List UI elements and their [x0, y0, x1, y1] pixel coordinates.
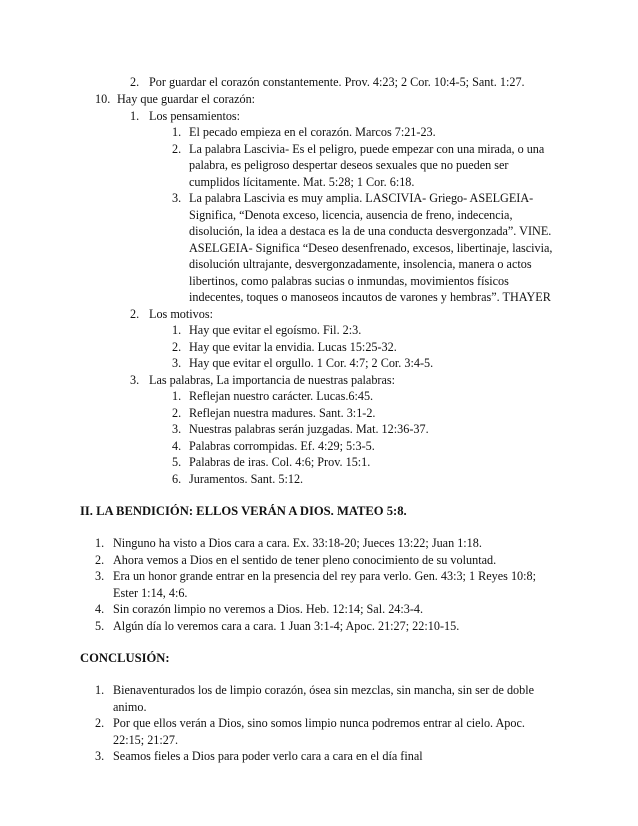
list-number: 3. — [95, 569, 105, 583]
list-item-text: Palabras corrompidas. Ef. 4:29; 5:3-5. — [189, 439, 375, 453]
list-item-text: palabra, es peligroso despertar deseos sexuales que no pueden ser — [189, 158, 509, 172]
list-item-text: indecentes, toques o manoseos incautos de varones y hembras”. THAYER — [189, 290, 551, 304]
list-number: 2. — [172, 406, 182, 420]
list-item-text: La palabra Lascivia- Es el peligro, puede empezar con una mirada, o una — [189, 142, 545, 156]
list-item-text: Seamos fieles a Dios para poder verlo cara a cara en el día final — [113, 749, 423, 763]
list-item-text: Algún día lo veremos cara a cara. 1 Juan 3:1-4; Apoc. 21:27; 22:10-15. — [113, 619, 460, 633]
section-heading: II. LA BENDICIÓN: ELLOS VERÁN A DIOS. MATEO 5:8. — [80, 504, 407, 518]
list-item-text: Los pensamientos: — [149, 109, 241, 123]
list-item-text: Ahora vemos a Dios en el sentido de tener pleno conocimiento de su voluntad. — [113, 553, 497, 567]
list-item-text: La palabra Lascivia es muy amplia. LASCIVIA- Griego- ASELGEIA- — [189, 191, 534, 205]
list-item-text: cumplidos lícitamente. Mat. 5:28; 1 Cor. 6:18. — [189, 175, 415, 189]
list-number: 3. — [95, 749, 105, 763]
list-item-text: Hay que evitar el orgullo. 1 Cor. 4:7; 2 Cor. 3:4-5. — [189, 356, 434, 370]
list-item-text: 22:15; 21:27. — [113, 733, 179, 747]
list-number: 3. — [172, 191, 182, 205]
list-number: 1. — [172, 125, 182, 139]
list-item-text: Ninguno ha visto a Dios cara a cara. Ex. 33:18-20; Jueces 13:22; Juan 1:18. — [113, 536, 482, 550]
list-number: 2. — [172, 142, 182, 156]
list-item-text: El pecado empieza en el corazón. Marcos 7:21-23. — [189, 125, 436, 139]
list-item-text: Sin corazón limpio no veremos a Dios. Heb. 12:14; Sal. 24:3-4. — [113, 602, 424, 616]
list-item-text: animo. — [113, 700, 147, 714]
list-item-text: Nuestras palabras serán juzgadas. Mat. 12:36-37. — [189, 422, 429, 436]
list-item-text: Por guardar el corazón constantemente. Prov. 4:23; 2 Cor. 10:4-5; Sant. 1:27. — [149, 75, 525, 89]
list-number: 2. — [130, 75, 140, 89]
list-number: 5. — [95, 619, 105, 633]
list-item-text: Los motivos: — [149, 307, 213, 321]
list-number: 2. — [172, 340, 182, 354]
list-number: 2. — [95, 716, 105, 730]
list-item-text: disolución ultrajante, desvergonzadamente, insolencia, manera o actos — [189, 257, 532, 271]
list-number: 6. — [172, 472, 182, 486]
list-item-text: ASELGEIA- Significa “Deseo desenfrenado, excesos, libertinaje, lascivia, — [189, 241, 553, 255]
list-number: 1. — [130, 109, 140, 123]
list-number: 1. — [95, 683, 105, 697]
list-item-text: Reflejan nuestra madures. Sant. 3:1-2. — [189, 406, 376, 420]
list-number: 4. — [172, 439, 182, 453]
list-number: 4. — [95, 602, 105, 616]
list-number: 3. — [130, 373, 140, 387]
list-item-text: Palabras de iras. Col. 4:6; Prov. 15:1. — [189, 455, 371, 469]
list-number: 10. — [95, 92, 111, 106]
list-item-text: libertinos, como palabras sucias o inmundas, movimientos físicos — [189, 274, 509, 288]
list-item-text: Hay que evitar la envidia. Lucas 15:25-32. — [189, 340, 397, 354]
list-item-text: Era un honor grande entrar en la presencia del rey para verlo. Gen. 43:3; 1 Reyes 10:8; — [113, 569, 537, 583]
list-item-text: disolución, la idea a destaca es la de una conducta desvergonzada”. VINE. — [189, 224, 552, 238]
list-item-text: Reflejan nuestro carácter. Lucas.6:45. — [189, 389, 374, 403]
list-item-text: Por que ellos verán a Dios, sino somos limpio nunca podremos entrar al cielo. Apoc. — [113, 716, 525, 730]
list-number: 3. — [172, 356, 182, 370]
list-number: 2. — [95, 553, 105, 567]
list-number: 3. — [172, 422, 182, 436]
list-number: 1. — [172, 389, 182, 403]
list-item-text: Ester 1:14, 4:6. — [113, 586, 188, 600]
list-number: 1. — [95, 536, 105, 550]
conclusion-heading: CONCLUSIÓN: — [80, 651, 170, 665]
list-item-text: Juramentos. Sant. 5:12. — [189, 472, 304, 486]
list-item-text: Hay que evitar el egoísmo. Fil. 2:3. — [189, 323, 362, 337]
list-item-text: Las palabras, La importancia de nuestras palabras: — [149, 373, 396, 387]
list-item-text: Bienaventurados los de limpio corazón, ósea sin mezclas, sin mancha, sin ser de doble — [113, 683, 535, 697]
list-number: 1. — [172, 323, 182, 337]
list-item-text: Significa, “Denota exceso, licencia, ausencia de freno, indecencia, — [189, 208, 513, 222]
list-number: 2. — [130, 307, 140, 321]
list-number: 5. — [172, 455, 182, 469]
list-item-text: Hay que guardar el corazón: — [117, 92, 256, 106]
